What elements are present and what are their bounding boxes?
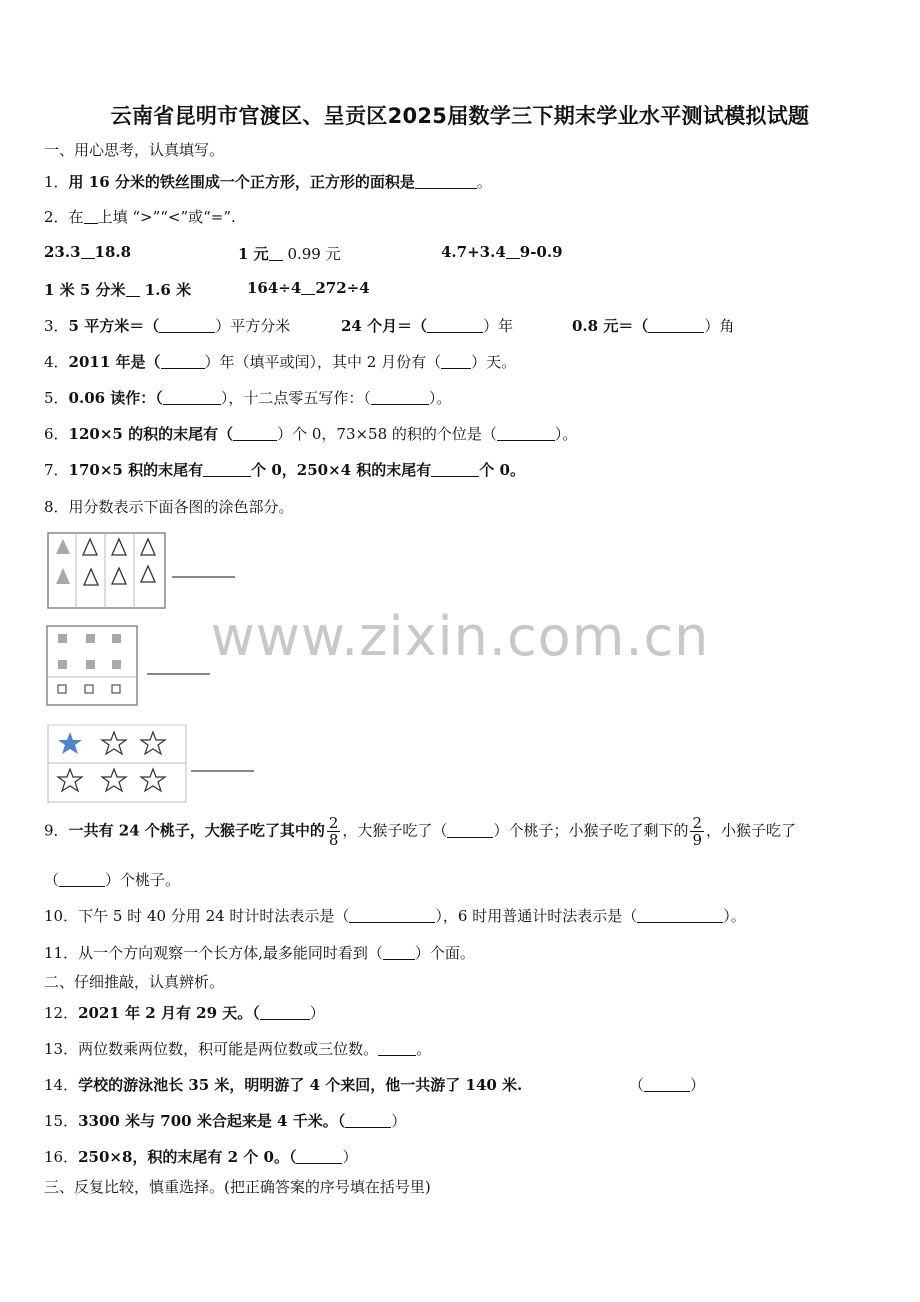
question-text: 下午 5 时 40 分用 24 时计时法表示是（ — [78, 907, 350, 925]
question-text: ）平方分米 — [215, 317, 291, 335]
question-text: ） — [391, 1112, 407, 1130]
star-icon — [141, 769, 165, 791]
question-3-part-2 — [341, 315, 513, 336]
shaded-square-icon — [58, 660, 67, 669]
question-number: 3． — [44, 317, 69, 335]
compare-left: 164÷4 — [247, 279, 302, 297]
compare-right: 9-0.9 — [519, 243, 563, 261]
question-3 — [44, 315, 290, 336]
question-text: 0.06 读作：（ — [68, 389, 163, 407]
question-text: ）。 — [554, 425, 578, 443]
compare-left: 1 米 5 分米 — [44, 281, 126, 299]
question-text: 。 — [416, 1040, 432, 1058]
square-icon — [85, 685, 93, 693]
question-text: 一共有 24 个桃子，大猴子吃了其中的 — [68, 821, 325, 840]
answer-blank[interactable] — [648, 318, 704, 333]
answer-blank[interactable] — [447, 823, 493, 838]
question-number: 1． — [44, 173, 69, 191]
question-number: 14． — [44, 1076, 79, 1094]
question-text: 24 个月＝（ — [341, 317, 428, 335]
answer-blank[interactable] — [296, 1149, 342, 1164]
question-11 — [44, 942, 475, 963]
star-icon — [102, 732, 126, 754]
question-text: 上填 “>”“<”或“=”. — [97, 208, 236, 226]
question-5 — [44, 387, 451, 408]
question-16 — [44, 1146, 357, 1167]
shaded-square-icon — [86, 634, 95, 643]
compare-left: 1 元 — [238, 245, 269, 263]
question-8 — [44, 496, 294, 517]
answer-blank[interactable] — [203, 462, 251, 477]
question-number: 6． — [44, 425, 69, 443]
shaded-star-icon — [58, 732, 82, 754]
answer-blank[interactable] — [506, 244, 520, 259]
question-text: ）角 — [704, 317, 735, 335]
question-text: 0.8 元＝（ — [572, 317, 649, 335]
shaded-square-icon — [112, 634, 121, 643]
question-text: ）年 — [483, 317, 514, 335]
question-text: ）。 — [428, 389, 452, 407]
question-text: ）个 0，73×58 的积的个位是（ — [277, 425, 497, 443]
question-14-answer — [629, 1074, 705, 1095]
question-text: 学校的游泳池长 35 米，明明游了 4 个来回，他一共游了 140 米. — [78, 1076, 523, 1094]
answer-blank[interactable] — [349, 908, 435, 923]
question-number: 8． — [44, 498, 69, 516]
question-text: （ — [629, 1076, 645, 1094]
section-heading-3: 三、反复比较，慎重选择。(把正确答案的序号填在括号里) — [44, 1178, 431, 1196]
question-4 — [44, 351, 516, 372]
answer-blank[interactable] — [497, 426, 555, 441]
question-number: 7． — [44, 461, 69, 479]
fraction-numerator: 2 — [692, 814, 702, 832]
figure-border — [48, 533, 165, 608]
question-9 — [44, 815, 796, 848]
compare-left: 4.7+3.4 — [441, 243, 506, 261]
question-text: 2011 年是（ — [68, 353, 161, 371]
compare-right: 272÷4 — [315, 279, 370, 297]
question-13 — [44, 1038, 431, 1059]
fraction — [327, 815, 341, 848]
question-text: 个 0。 — [479, 461, 525, 479]
question-text: ）年（填平或闰），其中 2 月份有（ — [204, 353, 442, 371]
star-icon — [141, 732, 165, 754]
answer-blank[interactable] — [415, 174, 477, 189]
fraction-denominator: 8 — [328, 831, 339, 849]
compare-right: 0.99 元 — [282, 245, 341, 263]
triangle-icon — [141, 566, 155, 582]
question-12 — [44, 1002, 325, 1023]
answer-blank[interactable] — [301, 280, 315, 295]
shaded-square-icon — [58, 634, 67, 643]
compare-right: 1.6 米 — [139, 281, 192, 299]
answer-blank[interactable] — [260, 1005, 310, 1020]
question-text: 120×5 的积的末尾有（ — [68, 425, 234, 443]
question-text: （ — [44, 871, 60, 889]
question-14 — [44, 1074, 522, 1095]
answer-blank[interactable] — [371, 390, 429, 405]
compare-left: 23.3 — [44, 243, 81, 261]
answer-blank[interactable] — [427, 318, 483, 333]
answer-blank[interactable] — [81, 244, 95, 259]
question-text: ，小猴子吃了 — [706, 821, 797, 840]
square-icon — [58, 685, 66, 693]
question-text: ），6 时用普通计时法表示是（ — [435, 907, 638, 925]
triangle-icon — [83, 539, 97, 555]
answer-blank[interactable] — [161, 354, 205, 369]
answer-blank[interactable] — [644, 1077, 690, 1092]
question-2 — [44, 206, 236, 227]
star-figure — [46, 723, 258, 805]
question-number: 4． — [44, 353, 69, 371]
question-text: ）个桃子。 — [105, 871, 181, 889]
question-text: ） — [309, 1004, 325, 1022]
question-text: 从一个方向观察一个长方体,最多能同时看到（ — [78, 944, 383, 962]
answer-blank[interactable] — [233, 426, 277, 441]
question-text: ） — [690, 1076, 706, 1094]
question-number: 15． — [44, 1112, 79, 1130]
question-text: ，大猴子吃了（ — [342, 821, 448, 840]
compare-item — [441, 243, 563, 261]
triangle-figure — [46, 531, 236, 611]
question-1 — [44, 171, 492, 192]
question-text: 170×5 积的末尾有 — [68, 461, 204, 479]
question-text: 个 0，250×4 积的末尾有 — [251, 461, 432, 479]
triangle-icon — [112, 568, 126, 584]
triangle-icon — [141, 539, 155, 555]
question-text: 用分数表示下面各图的涂色部分。 — [68, 498, 294, 516]
compare-item — [44, 243, 131, 261]
triangle-icon — [112, 539, 126, 555]
watermark: www.zixin.com.cn — [210, 605, 710, 668]
question-number: 16． — [44, 1148, 79, 1166]
fraction — [690, 815, 704, 848]
answer-blank[interactable] — [383, 945, 415, 960]
question-number: 13． — [44, 1040, 79, 1058]
question-text: 2021 年 2 月有 29 天。（ — [78, 1004, 260, 1022]
question-text: ）个桃子；小猴子吃了剩下的 — [493, 821, 689, 840]
question-number: 2． — [44, 208, 69, 226]
triangle-icon — [84, 569, 98, 585]
question-number: 12． — [44, 1004, 79, 1022]
question-3-part-3 — [572, 315, 734, 336]
star-icon — [102, 769, 126, 791]
question-text: 在 — [68, 208, 84, 226]
answer-blank[interactable] — [345, 1113, 391, 1128]
shaded-triangle-icon — [56, 539, 70, 554]
section-heading-2: 二、仔细推敲，认真辨析。 — [44, 973, 225, 991]
compare-right: 18.8 — [94, 243, 132, 261]
fraction-denominator: 9 — [692, 831, 702, 849]
shaded-square-icon — [86, 660, 95, 669]
answer-blank[interactable] — [441, 354, 471, 369]
question-number: 11． — [44, 944, 79, 962]
question-text: ）。 — [723, 907, 746, 925]
page-title: 云南省昆明市官渡区、呈贡区2025届数学三下期末学业水平测试模拟试题 — [110, 104, 810, 128]
question-text: 。 — [476, 173, 492, 191]
question-text: ），十二点零五写作：（ — [220, 389, 371, 407]
question-number: 9． — [44, 821, 69, 840]
answer-blank[interactable] — [126, 282, 140, 297]
question-text: ）天。 — [471, 353, 517, 371]
shaded-square-icon — [112, 660, 121, 669]
answer-blank[interactable] — [637, 908, 723, 923]
square-icon — [112, 685, 120, 693]
compare-item — [247, 279, 370, 297]
question-9-continued — [44, 869, 180, 890]
compare-item — [44, 279, 191, 300]
question-6 — [44, 423, 577, 444]
shaded-triangle-icon — [56, 568, 70, 584]
compare-item — [238, 243, 341, 264]
square-figure — [46, 625, 216, 707]
question-number: 5． — [44, 389, 69, 407]
question-number: 10． — [44, 907, 79, 925]
question-text: 用 16 分米的铁丝围成一个正方形，正方形的面积是 — [68, 173, 415, 191]
question-text: 5 平方米＝（ — [68, 317, 160, 335]
answer-blank[interactable] — [163, 390, 221, 405]
question-text: 250×8，积的末尾有 2 个 0。（ — [78, 1148, 297, 1166]
question-text: ） — [342, 1148, 358, 1166]
answer-blank[interactable] — [431, 462, 479, 477]
question-15 — [44, 1110, 406, 1131]
question-text: ）个面。 — [414, 944, 475, 962]
answer-blank[interactable] — [59, 872, 105, 887]
answer-blank[interactable] — [159, 318, 215, 333]
question-10 — [44, 905, 746, 926]
question-text: 3300 米与 700 米合起来是 4 千米。（ — [78, 1112, 346, 1130]
fraction-numerator: 2 — [328, 814, 339, 832]
question-7 — [44, 459, 525, 480]
answer-blank[interactable] — [84, 209, 98, 224]
star-icon — [58, 769, 82, 791]
section-heading-1: 一、用心思考，认真填写。 — [44, 141, 225, 159]
question-text: 两位数乘两位数，积可能是两位数或三位数。 — [78, 1040, 379, 1058]
answer-blank[interactable] — [378, 1041, 416, 1056]
answer-blank[interactable] — [269, 246, 283, 261]
